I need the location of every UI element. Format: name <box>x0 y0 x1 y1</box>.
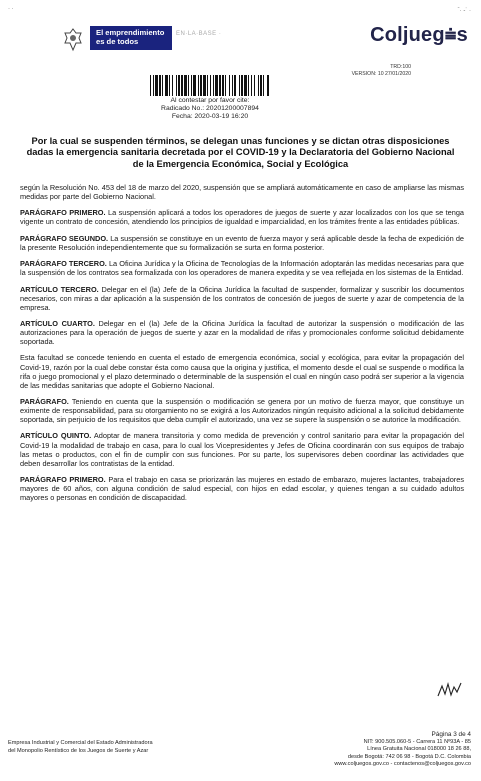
paragraph-text: Adoptar de manera transitoria y como medida de prevención y control sanitario para evitar la propagación del Covid-19 la modalidad de trabajo en casa, para lo cual los Vicepresidentes y Jefes de Oficina coordinarán con sus equipos de trabajo las metas o productos, con el fin de cumplir con sus funciones. Por su parte, los supervisores deben coordinar las actividades que deben desarrollar los contratistas de la entidad. <box>20 431 464 468</box>
barcode-bar <box>207 75 208 96</box>
barcode-bar <box>210 75 211 96</box>
paragraph-text: La suspensión aplicará a todos los operadores de juegos de suerte y azar localizados con los que se tenga vigente un contrato de concesión, atendiendo los principios de igualdad e imparcialidad, en los trámites frente a las entidades públicas. <box>20 208 464 227</box>
government-brand-box <box>90 26 172 50</box>
paragraph-text: La suspensión se constituye en un evento de fuerza mayor y será aplicable desde la fecha de expedición de la presente Resolución independientemente que su formalización se surta en forma posterior. <box>20 233 464 252</box>
barcode-bar <box>188 75 189 96</box>
barcode-bar <box>251 75 252 96</box>
footer-phone: Línea Gratuita Nacional 018000 18 26 88, <box>367 746 471 752</box>
paragraph <box>20 285 464 312</box>
paragraph-text: La Oficina Jurídica y la Oficina de Tecnologías de la Información adoptarán las medidas necesarias para que la suspensión de los contratos sea formalizada con los operadores de manera expedita y se vea reflejada en los sistemas de la Entidad. <box>20 259 464 278</box>
barcode-bar <box>258 75 259 96</box>
barcode-bar <box>222 75 224 96</box>
barcode-bar <box>225 75 226 96</box>
paragraph <box>20 353 464 389</box>
barcode-bar <box>150 75 151 96</box>
barcode-bar <box>213 75 214 96</box>
paragraph-label: PARÁGRAFO. <box>20 397 69 406</box>
barcode-bar <box>178 75 180 96</box>
paragraph <box>20 259 464 277</box>
barcode-bar <box>244 75 247 96</box>
barcode-bar <box>241 75 243 96</box>
letterhead <box>48 22 468 58</box>
paragraph-label: PARÁGRAFO PRIMERO. <box>20 475 106 485</box>
barcode-bar <box>153 75 154 96</box>
barcode-bar <box>203 75 206 96</box>
barcode-bar <box>248 75 249 96</box>
paragraph-text: Delegar en el (la) Jefe de la Oficina Jurídica la facultad de suspender, formalizar y suscribir los documentos necesarios, con miras a dar aplicación a la suspensión de los contratos de concesión de juegos de suerte y azar de competencia de la empresa. <box>20 284 464 312</box>
corner-mark-right: ˉ· -˙ · <box>457 8 471 14</box>
paragraph <box>20 183 464 201</box>
barcode-bar <box>165 75 168 96</box>
paragraph-label: ARTÍCULO QUINTO. <box>20 431 92 441</box>
barcode-bar <box>181 75 183 96</box>
barcode-bar <box>191 75 192 96</box>
paragraph-text: Esta facultad se concede teniendo en cuenta el estado de emergencia económica, social y ecológica, para evitar la propagación del Covid-19, razón por la cual debe constar ésta como causa que la origina y justifica, el momento desde el cual se suspende o modifica la rifa o juego promocional y el plazo determinado o determinable de la suspensión el cual en ningún caso podrá ser superior a la vigencia de las medidas sanitarias que adopte el Gobierno Nacional. <box>20 353 464 390</box>
barcode-bar <box>176 75 177 96</box>
radicado-date: Fecha: 2020-03-19 16:20 <box>171 113 249 121</box>
footer-company-line-1: Empresa Industrial y Comercial del Estado Administradora <box>8 740 153 746</box>
barcode-bar <box>162 75 163 96</box>
barcode-bar <box>159 75 161 96</box>
trd-block <box>352 64 411 77</box>
stamp-text: EN·LA·BASE · <box>176 31 222 37</box>
coat-of-arms-icon <box>62 28 84 52</box>
footer-company-line-2: del Monopolio Rentístico de los Juegos de Suerte y Azar <box>8 747 149 754</box>
barcode-bar <box>260 75 262 96</box>
barcode-bar <box>232 75 233 96</box>
brand-line-2: es de todos <box>96 36 139 46</box>
footer-nit: NIT: 900.505.060-5 - Carrera 11 Nº93A - 85 <box>363 738 471 745</box>
paragraph <box>20 397 464 424</box>
barcode-bar <box>184 75 187 96</box>
paragraph <box>20 319 464 346</box>
paragraph-text: Teniendo en cuenta que la suspensión o modificación se genera por un motivo de fuerza mayor, que constituye un eximente de responsabilidad, para su otorgamiento no se exigirá a los Autorizados ningún requisito adicional a la solicitud debidamente soportada, sin perjuicio de los requisitos que deba cumplir el autorizado, una vez se supere la suspensión o se autorice la modificación. <box>20 397 464 425</box>
corner-mark-left: · · <box>8 6 14 12</box>
paragraph-label: PARÁGRAFO SEGUNDO. <box>20 233 109 243</box>
brand-line-1: El emprendimiento <box>96 28 165 37</box>
barcode-bar <box>215 75 218 96</box>
barcode <box>150 75 270 96</box>
paragraph-text: según la Resolución No. 453 del 18 de marzo del 2020, suspensión que se ampliará automáticamente en caso de ampliarse las mismas medidas por parte del Gobierno Nacional. <box>20 183 464 202</box>
radicado-number: Radicado No.: 20201200007894 <box>161 105 259 113</box>
barcode-bar <box>198 75 199 96</box>
barcode-bar <box>169 75 170 96</box>
paragraph-text: Delegar en el (la) Jefe de la Oficina Jurídica la facultad de autorizar la suspensión o modificación de las autorizaciones para la operación de juegos de suerte y azar en la modalidad de rifas y promocionales conforme solicitud debidamente soportada. <box>20 318 464 347</box>
footer-web: www.coljuegos.gov.co - contactenos@coljuegos.gov.co <box>334 761 471 767</box>
paragraph-label: PARÁGRAFO PRIMERO. <box>20 208 106 218</box>
barcode-bar <box>155 75 158 96</box>
barcode-bar <box>267 75 269 96</box>
footer-left <box>8 740 153 755</box>
version-line: VERSION: 10 27/01/2020 <box>351 70 411 77</box>
paragraph-label: ARTÍCULO TERCERO. <box>20 284 99 294</box>
barcode-bar <box>263 75 264 96</box>
paragraph-text: Para el trabajo en casa se priorizarán las mujeres en estado de embarazo, mujeres lactantes, trabajadores mayores de 60 años, con alguna condición de salud especial, con hijos en edad escolar, y quienes tengan a su cuidado adultos mayores o personas en condición de discapacidad. <box>20 475 465 503</box>
document-body <box>20 183 464 510</box>
paragraph-label: PARÁGRAFO TERCERO. <box>20 259 107 269</box>
radicado-instruction: Al contestar por favor cite: <box>170 97 250 104</box>
paragraph <box>20 431 464 467</box>
paragraph-label: ARTÍCULO CUARTO. <box>20 318 95 328</box>
paragraph <box>20 234 464 252</box>
footer-right <box>334 731 471 769</box>
signature-icon <box>436 680 464 700</box>
page-number: Página 3 de 4 <box>431 731 471 738</box>
radicado-block <box>150 97 270 122</box>
barcode-bar <box>229 75 230 96</box>
barcode-bar <box>254 75 255 96</box>
paragraph <box>20 208 464 226</box>
barcode-bar <box>193 75 196 96</box>
barcode-bar <box>239 75 240 96</box>
paragraph <box>20 475 464 502</box>
trd-line: TRD:100 <box>390 64 411 70</box>
footer-city: desde Bogotá: 742 06 98 - Bogotá D.C. Colombia <box>347 753 471 760</box>
barcode-bar <box>172 75 173 96</box>
barcode-bar <box>219 75 221 96</box>
barcode-bar <box>200 75 202 96</box>
coljuegos-logo: Coljueg⩧s <box>370 24 468 46</box>
resolution-title: Por la cual se suspenden términos, se delegan unas funciones y se dictan otras disposiciones dadas la emergencia sanitaria decretada por el COVID-19 y la Declaratoria del Gobierno Nacional de la Emergencia Económica, Social y Ecológica <box>26 136 455 169</box>
barcode-bar <box>234 75 236 96</box>
